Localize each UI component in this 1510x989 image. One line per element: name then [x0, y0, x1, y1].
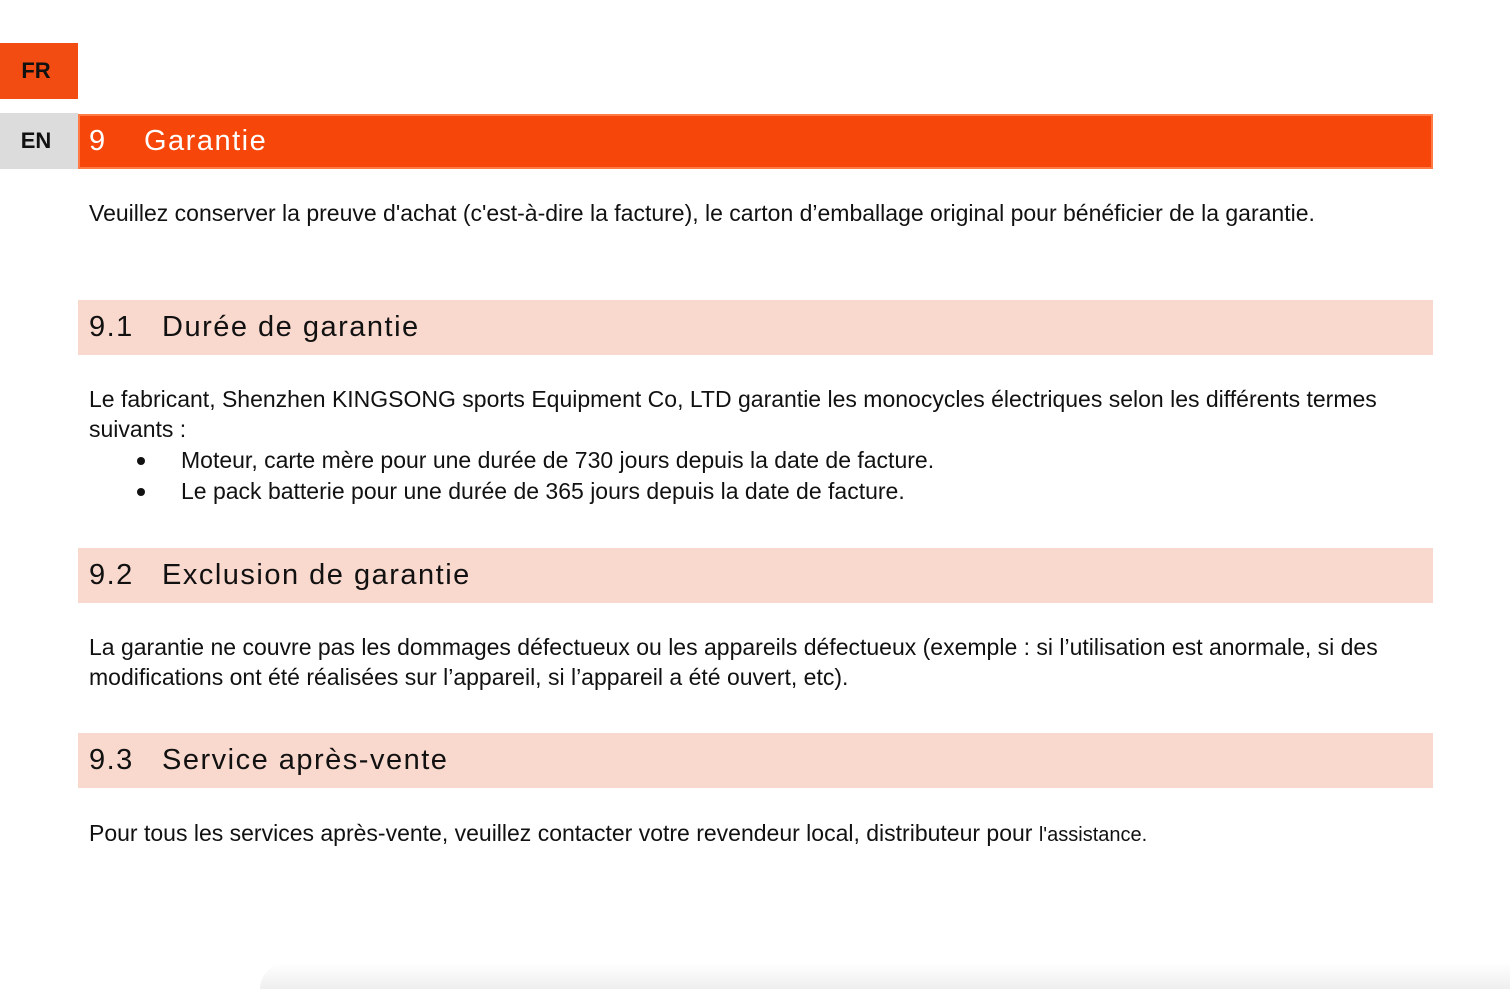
section-title: Garantie — [144, 125, 268, 157]
section-intro: Veuillez conserver la preuve d'achat (c'est-à-dire la facture), le carton d’emballage original pour bénéficier de la garantie. — [89, 200, 1315, 226]
section-number: 9 — [89, 125, 107, 157]
bullet-icon — [137, 488, 145, 496]
after-sales-text-tail: l'assistance. — [1038, 824, 1148, 846]
page-edge-shadow — [260, 963, 1510, 989]
subsection-heading-sav — [78, 733, 1433, 788]
language-tab-en[interactable] — [0, 113, 78, 169]
warranty-exclusion-text: La garantie ne couvre pas les dommages défectueux ou les appareils défectueux (exemple : si l’utilisation est anormale, si des modifications ont été réalisées sur l’appareil, si l’appareil a été ouvert, etc). — [89, 634, 1378, 690]
list-item-text: Le pack batterie pour une durée de 365 jours depuis la date de facture. — [181, 478, 905, 504]
language-tab-en-label: EN — [20, 128, 52, 153]
language-tab-fr-label: FR — [21, 58, 51, 83]
list-item — [89, 476, 1389, 507]
list-item — [89, 445, 1389, 476]
subsection-number: 9.1 — [89, 311, 134, 343]
subsection-heading-exclusion — [78, 548, 1433, 603]
section-heading — [78, 114, 1433, 169]
subsection-title: Exclusion de garantie — [162, 559, 471, 591]
subsection-heading-duree — [78, 300, 1433, 355]
subsection-number: 9.2 — [89, 559, 134, 591]
warranty-terms-list — [89, 445, 1389, 507]
subsection-number: 9.3 — [89, 744, 134, 776]
list-item-text: Moteur, carte mère pour une durée de 730 jours depuis la date de facture. — [181, 447, 935, 473]
subsection-title: Durée de garantie — [162, 311, 420, 343]
subsection-title: Service après-vente — [162, 744, 449, 776]
after-sales-text-main: Pour tous les services après-vente, veuillez contacter votre revendeur local, distributeur pour — [89, 820, 1033, 846]
after-sales-text — [89, 819, 1389, 851]
bullet-icon — [137, 457, 145, 465]
warranty-duration-text: Le fabricant, Shenzhen KINGSONG sports Equipment Co, LTD garantie les monocycles électriques selon les différents termes suivants : — [89, 386, 1377, 442]
language-tab-fr[interactable] — [0, 43, 78, 99]
